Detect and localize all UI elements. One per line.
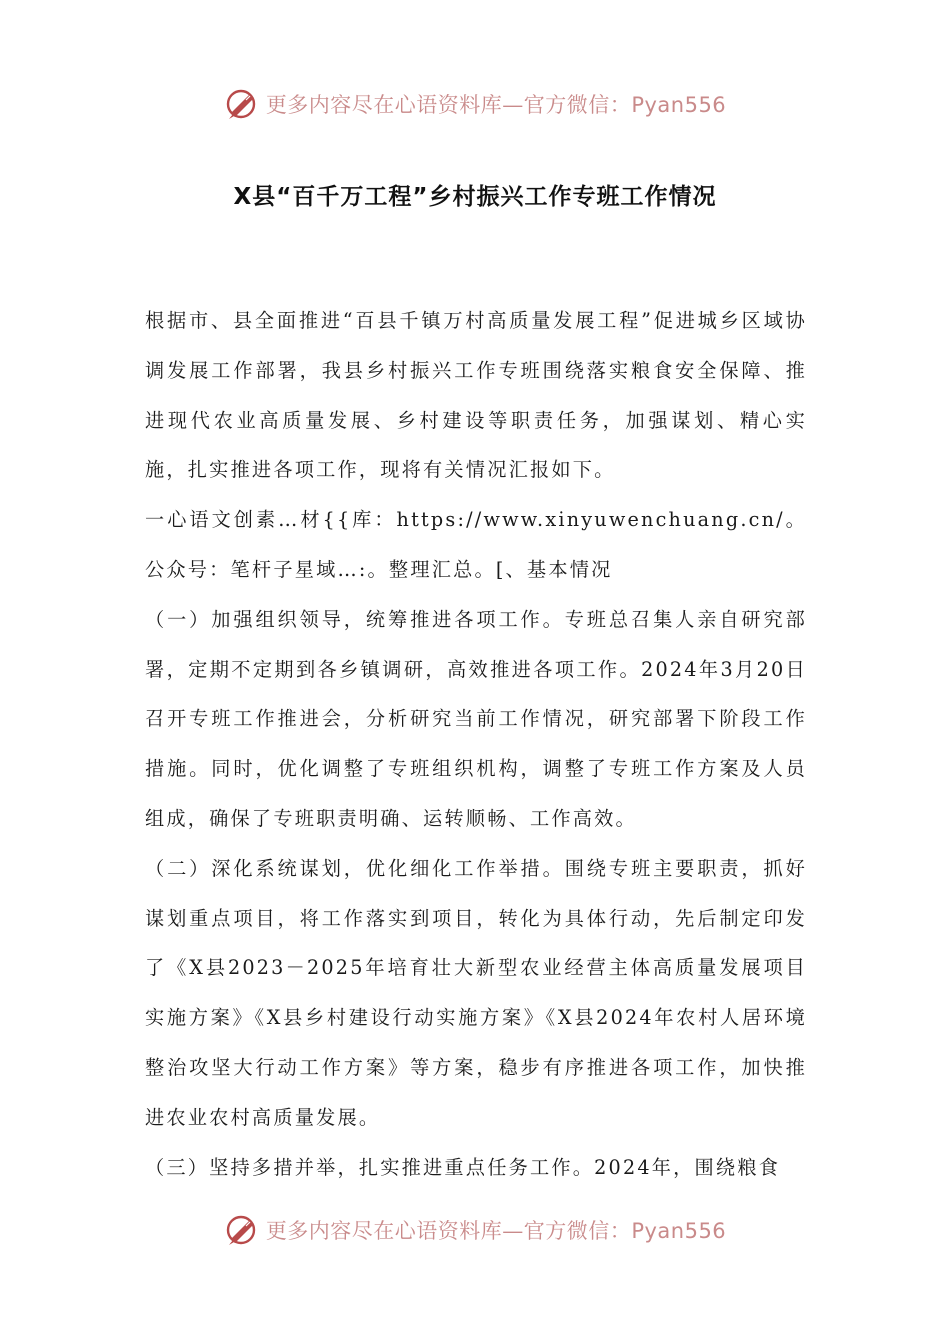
pen-logo-icon — [224, 1212, 260, 1248]
watermark-text: 更多内容尽在心语资料库—官方微信：Pyan556 — [265, 93, 727, 117]
paragraph-intro: 根据市、县全面推进“百县千镇万村高质量发展工程”促进城乡区域协调发展工作部署，我县乡村振兴工作专班围绕落实粮食安全保障、推进现代农业高质量发展、乡村建设等职责任务，加强谋划、精心实施，扎实推进各项工作，现将有关情况汇报如下。 — [145, 309, 807, 482]
wechat-id: Pyan556 — [631, 93, 727, 117]
watermark-text: 更多内容尽在心语资料库—官方微信：Pyan556 — [265, 1219, 727, 1243]
pen-logo-icon — [224, 86, 260, 122]
document-title: X县“百千万工程”乡村振兴工作专班工作情况 — [233, 184, 717, 210]
paragraph-section-1: （一）加强组织领导，统筹推进各项工作。专班总召集人亲自研究部署，定期不定期到各乡镇调研，高效推进各项工作。2024年3月20日召开专班工作推进会，分析研究当前工作情况，研究部署下阶段工作措施。同时，优化调整了专班组织机构，调整了专班工作方案及人员组成，确保了专班职责明确、运转顺畅、工作高效。 — [145, 607, 807, 830]
watermark-banner-bottom — [0, 1210, 950, 1250]
document-body — [145, 296, 807, 1192]
paragraph-section-2: （二）深化系统谋划，优化细化工作举措。围绕专班主要职责，抓好谋划重点项目，将工作落实到项目，转化为具体行动，先后制定印发了《X县2023－2025年培育壮大新型农业经营主体高质量发展项目实施方案》《X县乡村建设行动实施方案》《X县2024年农村人居环境整治攻坚大行动工作方案》等方案，稳步有序推进各项工作，加快推进农业农村高质量发展。 — [145, 856, 807, 1129]
wechat-id: Pyan556 — [631, 1219, 727, 1243]
paragraph-source-note: 一心语文创素…材{{库：https://www.xinyuwenchuang.cn/。公众号：笔杆子星域…:。整理汇总。[、基本情况 — [145, 508, 807, 581]
paragraph-section-3: （三）坚持多措并举，扎实推进重点任务工作。2024年，围绕粮食 — [145, 1155, 781, 1179]
watermark-banner-top — [0, 84, 950, 124]
